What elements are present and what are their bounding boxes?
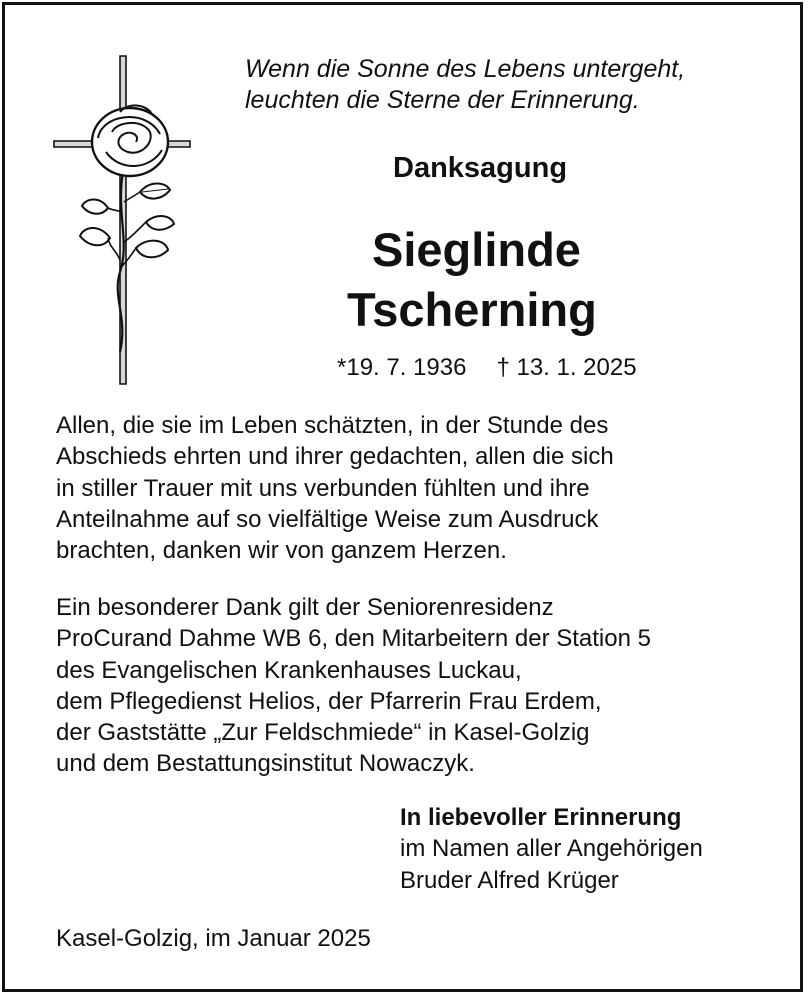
deceased-last-name: Tscherning — [347, 283, 597, 336]
deceased-first-name: Sieglinde — [372, 223, 581, 276]
paragraph-line: und dem Bestattungsinstitut Nowaczyk. — [56, 750, 475, 778]
signature-block — [400, 802, 703, 896]
paragraph-line: der Gaststätte „Zur Feldschmiede“ in Kasel-Golzig — [56, 719, 590, 747]
paragraph-line: in stiller Trauer mit uns verbunden fühlten und ihre — [56, 474, 590, 502]
paragraph-line: Abschieds ehrten und ihrer gedachten, allen die sich — [56, 443, 614, 471]
cross-with-rose-icon — [50, 52, 195, 392]
motto-line: Wenn die Sonne des Lebens untergeht, — [245, 55, 686, 83]
paragraph-line: Ein besonderer Dank gilt der Seniorenresidenz — [56, 594, 554, 621]
death-date: † 13. 1. 2025 — [496, 354, 637, 381]
paragraph-line: brachten, danken wir von ganzem Herzen. — [56, 537, 507, 565]
life-dates — [337, 354, 637, 382]
special-thanks-paragraph — [56, 592, 651, 780]
paragraph-line: ProCurand Dahme WB 6, den Mitarbeitern der Station 5 — [56, 625, 651, 653]
thanks-paragraph — [56, 410, 614, 566]
motto-line: leuchten die Sterne der Erinnerung. — [245, 86, 640, 114]
place-and-date: Kasel-Golzig, im Januar 2025 — [56, 925, 371, 952]
birth-date: *19. 7. 1936 — [337, 354, 467, 381]
paragraph-line: Anteilnahme auf so vielfältige Weise zum Ausdruck — [56, 505, 599, 533]
signature-line: Bruder Alfred Krüger — [400, 866, 619, 894]
paragraph-line: des Evangelischen Krankenhauses Luckau, — [56, 656, 522, 684]
page-title: Danksagung — [393, 152, 568, 184]
signature-title: In liebevoller Erinnerung — [400, 804, 682, 831]
signature-line: im Namen aller Angehörigen — [400, 835, 703, 863]
paragraph-line: Allen, die sie im Leben schätzten, in der Stunde des — [56, 412, 609, 439]
motto — [245, 54, 685, 116]
paragraph-line: dem Pflegedienst Helios, der Pfarrerin Frau Erdem, — [56, 687, 602, 715]
